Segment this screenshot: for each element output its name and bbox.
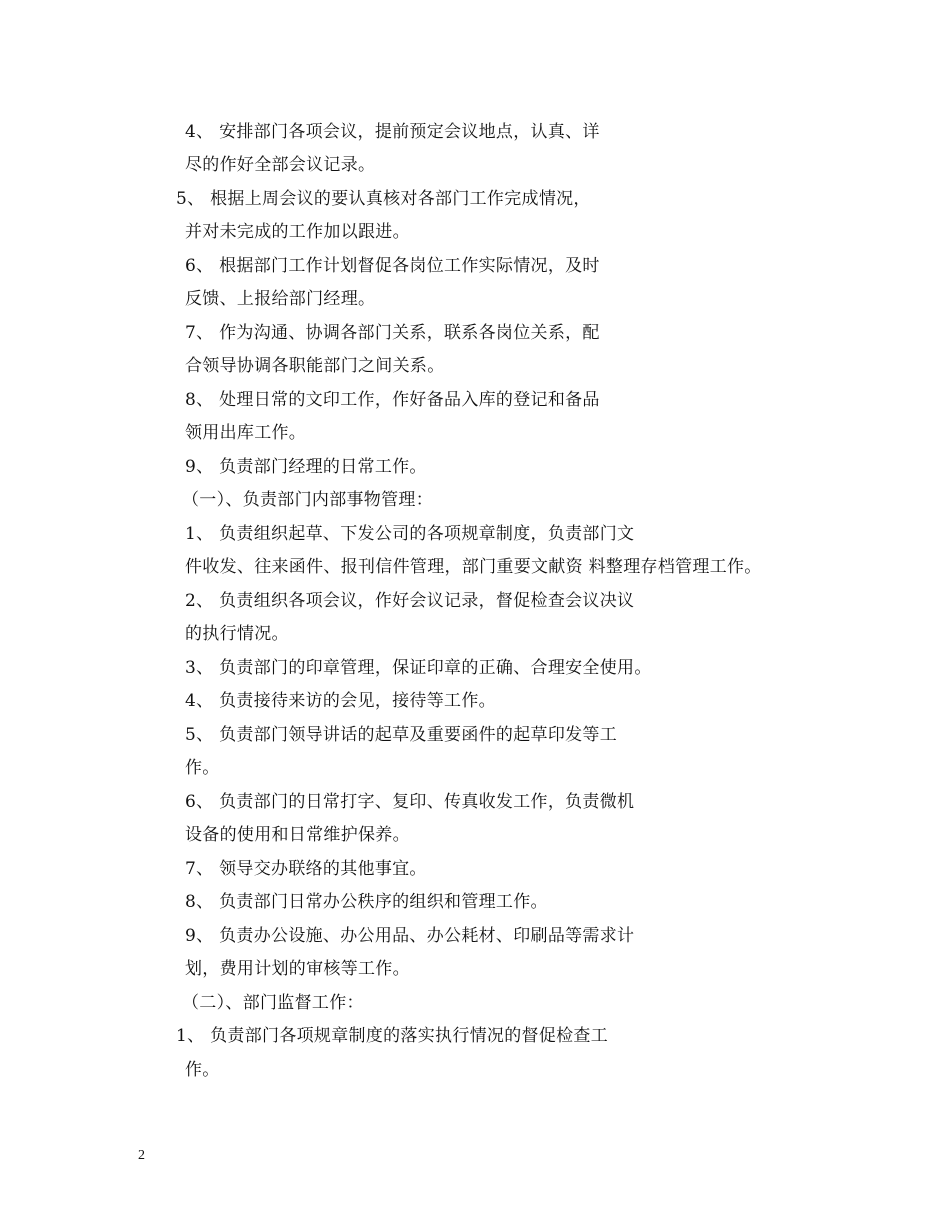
text-line: 件收发、往来函件、报刊信件管理，部门重要文献资 料整理存档管理工作。 (185, 557, 762, 577)
text-line: 7、 作为沟通、协调各部门关系，联系各岗位关系，配 (185, 323, 600, 343)
text-line: 作。 (185, 1060, 220, 1080)
page-number: 2 (138, 1148, 145, 1163)
text-line: 作。 (185, 758, 220, 778)
text-line: 设备的使用和日常维护保养。 (185, 825, 410, 845)
text-line: 1、 负责组织起草、下发公司的各项规章制度，负责部门文 (185, 524, 635, 544)
section-heading: （一）、负责部门内部事物管理： (182, 490, 433, 510)
text-line: 5、 根据上周会议的要认真核对各部门工作完成情况， (176, 189, 591, 209)
text-line: 反馈、上报给部门经理。 (185, 289, 376, 309)
text-line: 8、 处理日常的文印工作，作好备品入库的登记和备品 (185, 390, 600, 410)
text-line: 3、 负责部门的印章管理，保证印章的正确、合理安全使用。 (185, 658, 652, 678)
text-line: 的执行情况。 (185, 624, 289, 644)
text-line: 7、 领导交办联络的其他事宜。 (185, 859, 427, 879)
text-line: 9、 负责办公设施、办公用品、办公耗材、印刷品等需求计 (185, 926, 635, 946)
text-line: 1、 负责部门各项规章制度的落实执行情况的督促检查工 (176, 1026, 609, 1046)
text-line: 4、 安排部门各项会议，提前预定会议地点，认真、详 (185, 122, 600, 142)
text-line: 尽的作好全部会议记录。 (185, 155, 376, 175)
text-line: 领用出库工作。 (185, 423, 307, 443)
text-line: 4、 负责接待来访的会见，接待等工作。 (185, 691, 496, 711)
text-line: 9、 负责部门经理的日常工作。 (185, 457, 427, 477)
text-line: 6、 负责部门的日常打字、复印、传真收发工作，负责微机 (185, 792, 635, 812)
text-line: 5、 负责部门领导讲话的起草及重要函件的起草印发等工 (185, 725, 618, 745)
text-line: 并对未完成的工作加以跟进。 (185, 222, 410, 242)
text-line: 2、 负责组织各项会议，作好会议记录，督促检查会议决议 (185, 591, 635, 611)
text-line: 划，费用计划的审核等工作。 (185, 959, 410, 979)
section-heading: （二）、部门监督工作： (182, 993, 364, 1013)
text-line: 6、 根据部门工作计划督促各岗位工作实际情况，及时 (185, 256, 600, 276)
text-line: 合领导协调各职能部门之间关系。 (185, 356, 445, 376)
text-line: 8、 负责部门日常办公秩序的组织和管理工作。 (185, 892, 548, 912)
